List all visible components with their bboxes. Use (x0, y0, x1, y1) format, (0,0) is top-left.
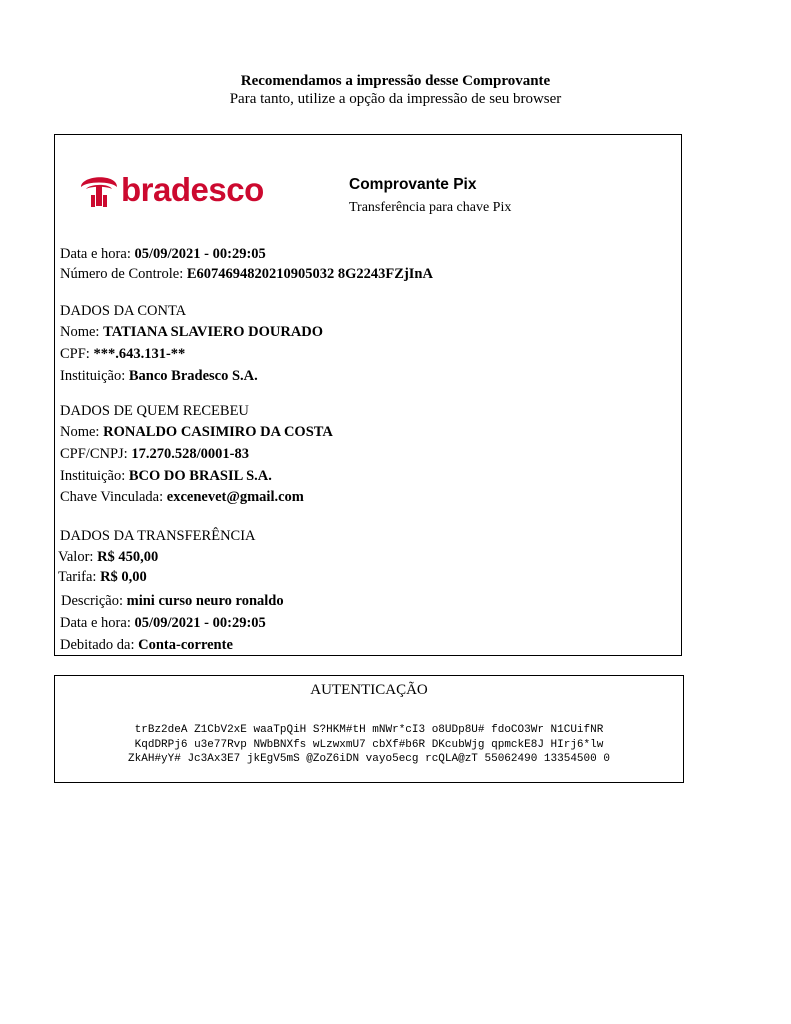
control-number-label: Número de Controle: (60, 266, 184, 282)
recipient-institution-row (60, 467, 272, 485)
recipient-name-label: Nome: (60, 424, 100, 440)
recipient-name-row (60, 423, 333, 441)
description-label: Descrição: (61, 593, 123, 609)
amount-label: Valor: (58, 549, 94, 565)
datetime-row (60, 245, 266, 263)
datetime-label: Data e hora: (60, 246, 131, 262)
recipient-institution-value: BCO DO BRASIL S.A. (128, 468, 272, 484)
payer-name-label: Nome: (60, 324, 100, 340)
payer-institution-value: Banco Bradesco S.A. (128, 368, 258, 384)
control-number-row (60, 265, 433, 283)
pix-key-value: excenevet@gmail.com (166, 489, 304, 505)
authentication-line: trBz2deA Z1CbV2xE waaTpQiH S?HKM#tH mNWr*cI3 o8UDp8U# fdoCO3Wr N1CUifNR (134, 724, 604, 736)
debited-from-value: Conta-corrente (138, 637, 233, 653)
pix-key-label: Chave Vinculada: (60, 489, 164, 505)
bradesco-logo (77, 167, 267, 215)
recipient-section-heading: DADOS DE QUEM RECEBEU (60, 403, 249, 419)
authentication-line: KqdDRPj6 u3e77Rvp NWbBNXfs wLzwxmU7 cbXf#b6R DKcubWjg qpmckE8J HIrj6*lw (134, 738, 604, 751)
description-value: mini curso neuro ronaldo (126, 593, 284, 609)
bradesco-tree-icon (77, 167, 121, 215)
recipient-institution-label: Instituição: (60, 468, 126, 484)
payer-cpf-value: ***.643.131-** (93, 346, 186, 362)
fee-row (58, 568, 147, 586)
description-row (61, 592, 284, 610)
receipt-box (54, 134, 682, 656)
payer-institution-label: Instituição: (60, 368, 126, 384)
authentication-code (55, 723, 683, 767)
amount-row (58, 548, 158, 566)
payer-institution-row (60, 367, 258, 385)
authentication-title: AUTENTICAÇÃO (310, 682, 428, 698)
recipient-name-value: RONALDO CASIMIRO DA COSTA (103, 424, 333, 440)
print-notice-subtitle: Para tanto, utilize a opção da impressão de seu browser (229, 91, 562, 107)
account-section-heading: DADOS DA CONTA (60, 303, 187, 319)
payer-cpf-row (60, 345, 185, 363)
recipient-doc-label: CPF/CNPJ: (60, 446, 128, 462)
payer-name-row (60, 323, 323, 341)
authentication-line: ZkAH#yY# Jc3Ax3E7 jkEgV5mS @ZoZ6iDN vayo5ecg rcQLA@zT 55062490 13354500 0 (128, 753, 610, 765)
debited-from-label: Debitado da: (60, 637, 135, 653)
print-notice-title: Recomendamos a impressão desse Comprovante (240, 73, 551, 89)
transfer-datetime-row (60, 614, 266, 632)
pix-key-row (60, 488, 304, 506)
transfer-datetime-value: 05/09/2021 - 00:29:05 (134, 615, 266, 631)
datetime-value: 05/09/2021 - 00:29:05 (134, 246, 266, 262)
control-number-value: E6074694820210905032 8G2243FZjInA (186, 266, 433, 282)
payer-name-value: TATIANA SLAVIERO DOURADO (103, 324, 324, 340)
debited-from-row (60, 636, 233, 654)
amount-value: R$ 450,00 (97, 549, 159, 565)
transfer-datetime-label: Data e hora: (60, 615, 131, 631)
fee-label: Tarifa: (58, 569, 97, 585)
authentication-box (54, 675, 684, 783)
recipient-doc-row (60, 445, 249, 463)
transfer-section-heading: DADOS DA TRANSFERÊNCIA (60, 528, 256, 544)
recipient-doc-value: 17.270.528/0001-83 (131, 446, 249, 462)
fee-value: R$ 0,00 (100, 569, 147, 585)
receipt-subtitle: Transferência para chave Pix (349, 200, 512, 215)
payer-cpf-label: CPF: (60, 346, 90, 362)
bradesco-wordmark: bradesco (121, 171, 264, 208)
receipt-title: Comprovante Pix (349, 176, 477, 193)
receipt-title-area (349, 175, 511, 216)
print-notice (0, 72, 791, 108)
